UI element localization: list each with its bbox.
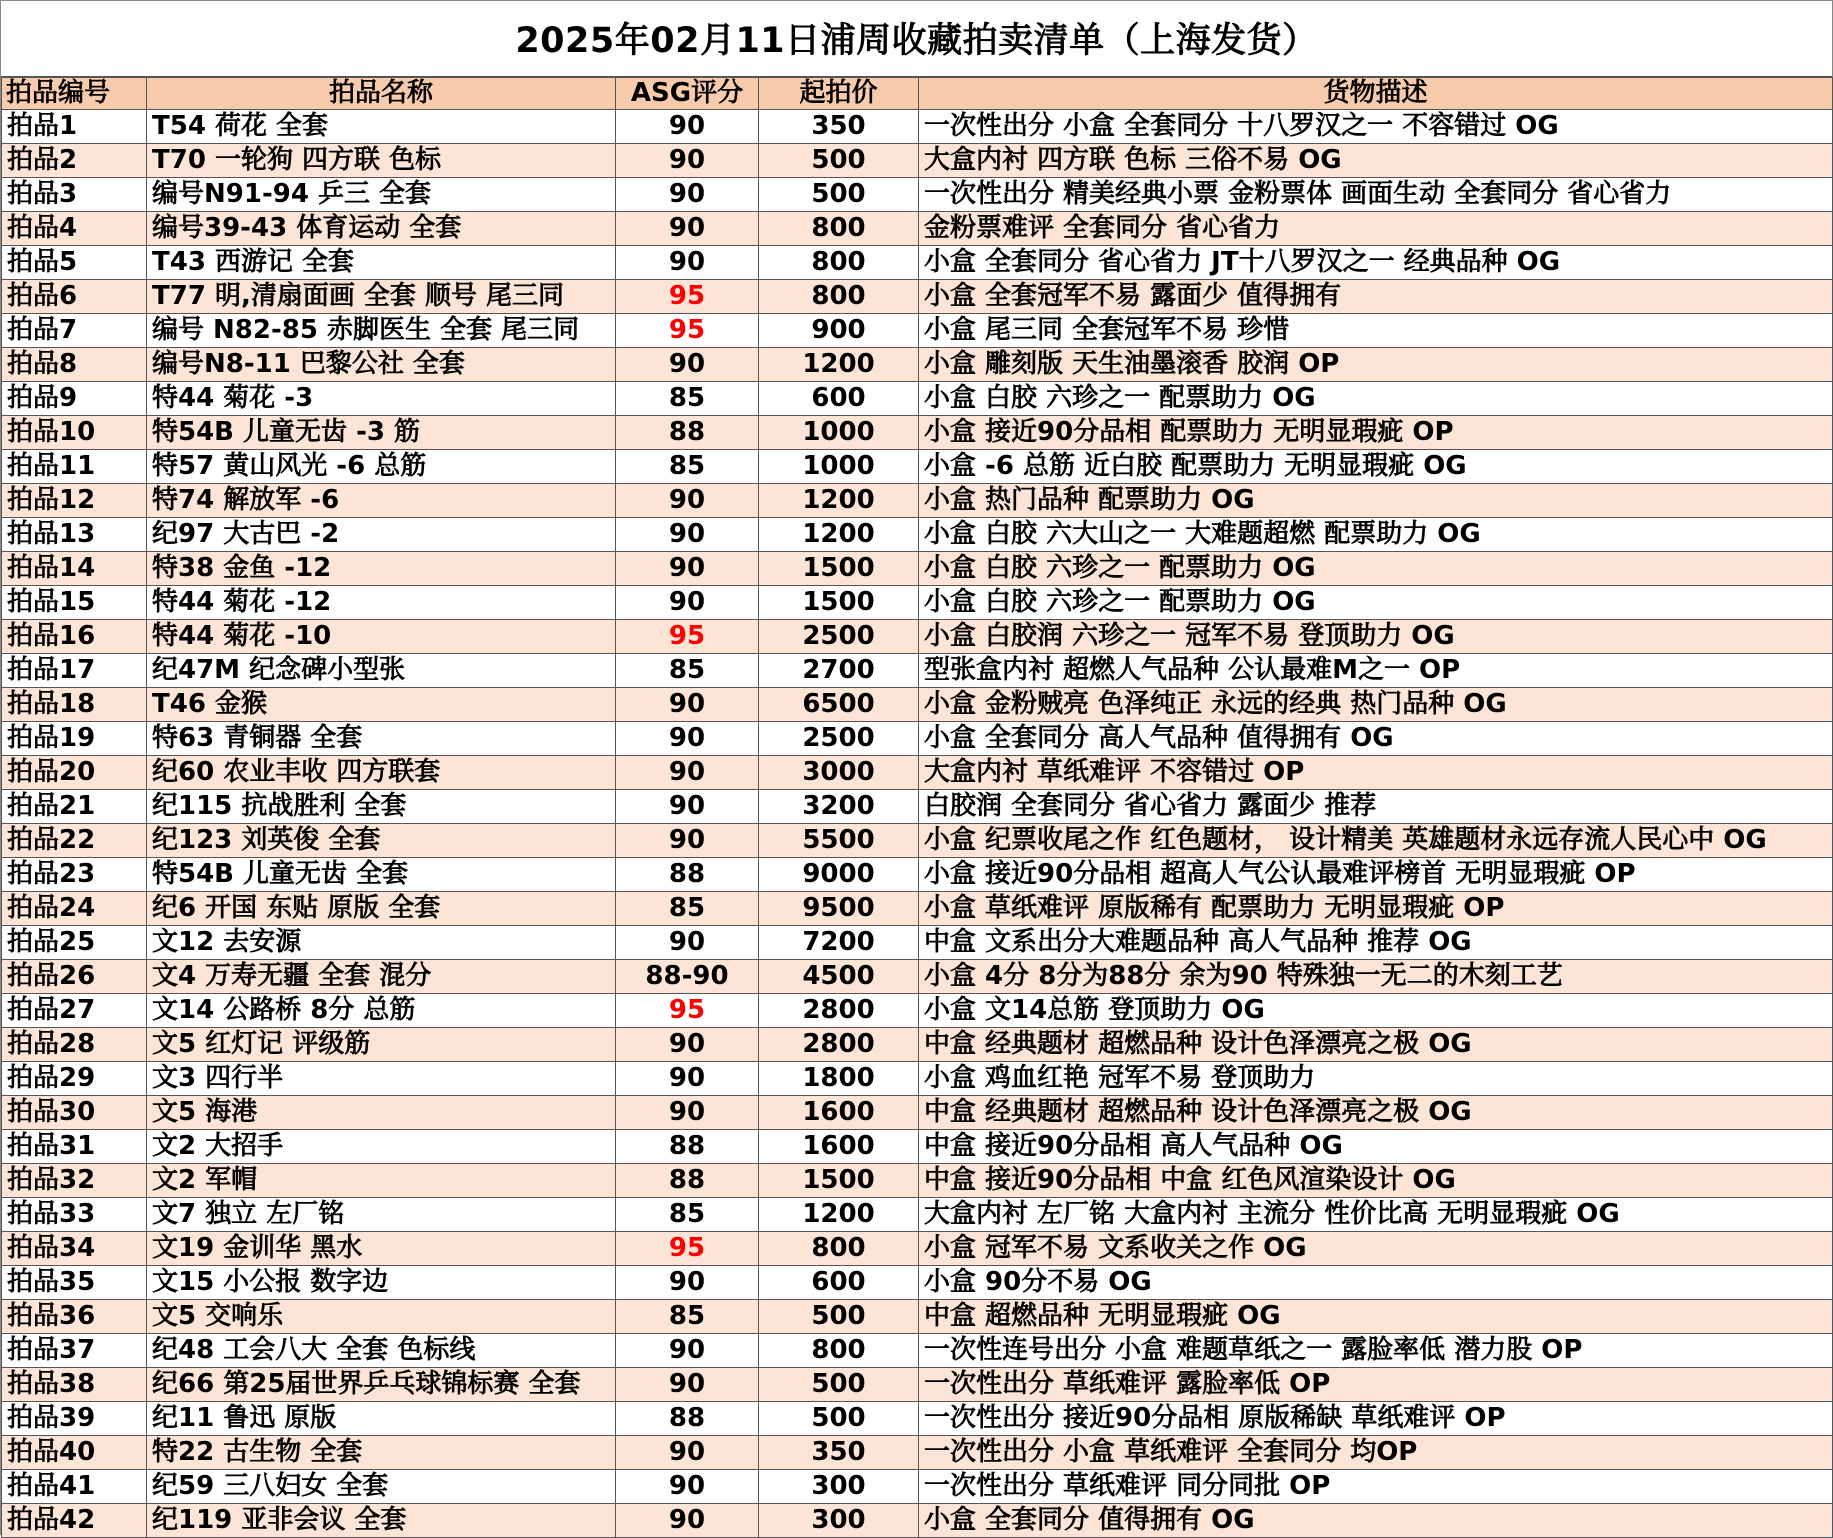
- lot-id-cell: 拍品19: [2, 722, 147, 756]
- description-cell: 小盒 全套同分 省心省力 JT十八罗汉之一 经典品种 OG: [919, 246, 1833, 280]
- asg-score-cell: 90: [616, 144, 759, 178]
- description-cell: 大盒内衬 草纸难评 不容错过 OP: [919, 756, 1833, 790]
- description-cell: 一次性出分 小盒 全套同分 十八罗汉之一 不容错过 OG: [919, 110, 1833, 144]
- start-price-cell: 800: [759, 1334, 919, 1368]
- description-cell: 一次性出分 小盒 草纸难评 全套同分 均OP: [919, 1436, 1833, 1470]
- table-row: [2, 1470, 1833, 1504]
- start-price-cell: 1000: [759, 416, 919, 450]
- table-row: [2, 450, 1833, 484]
- description-cell: 一次性出分 接近90分品相 原版稀缺 草纸难评 OP: [919, 1402, 1833, 1436]
- table-row: [2, 960, 1833, 994]
- table-row: [2, 110, 1833, 144]
- description-cell: 一次性出分 精美经典小票 金粉票体 画面生动 全套同分 省心省力: [919, 178, 1833, 212]
- asg-score-cell: 88: [616, 1164, 759, 1198]
- lot-name-cell: 特54B 儿童无齿 全套: [147, 858, 616, 892]
- table-row: [2, 994, 1833, 1028]
- table-row: [2, 178, 1833, 212]
- start-price-cell: 6500: [759, 688, 919, 722]
- lot-id-cell: 拍品38: [2, 1368, 147, 1402]
- asg-score-cell: 90: [616, 722, 759, 756]
- lot-id-cell: 拍品6: [2, 280, 147, 314]
- table-row: [2, 1130, 1833, 1164]
- lot-name-cell: T70 一轮狗 四方联 色标: [147, 144, 616, 178]
- start-price-cell: 300: [759, 1504, 919, 1538]
- table-row: [2, 1164, 1833, 1198]
- start-price-cell: 800: [759, 246, 919, 280]
- lot-name-cell: 文4 万寿无疆 全套 混分: [147, 960, 616, 994]
- lot-id-cell: 拍品39: [2, 1402, 147, 1436]
- asg-score-cell: 85: [616, 450, 759, 484]
- start-price-cell: 2500: [759, 620, 919, 654]
- table-row: [2, 246, 1833, 280]
- asg-score-cell: 85: [616, 654, 759, 688]
- start-price-cell: 500: [759, 1300, 919, 1334]
- asg-score-cell: 90: [616, 518, 759, 552]
- description-cell: 中盒 接近90分品相 中盒 红色风渲染设计 OG: [919, 1164, 1833, 1198]
- description-cell: 白胶润 全套同分 省心省力 露面少 推荐: [919, 790, 1833, 824]
- start-price-cell: 500: [759, 178, 919, 212]
- lot-name-cell: 纪11 鲁迅 原版: [147, 1402, 616, 1436]
- lot-id-cell: 拍品32: [2, 1164, 147, 1198]
- table-row: [2, 212, 1833, 246]
- lot-name-cell: 纪59 三八妇女 全套: [147, 1470, 616, 1504]
- start-price-cell: 600: [759, 1266, 919, 1300]
- start-price-cell: 3200: [759, 790, 919, 824]
- page-title: 2025年02月11日浦周收藏拍卖清单（上海发货）: [1, 1, 1832, 77]
- asg-score-cell: 90: [616, 1504, 759, 1538]
- lot-name-cell: 特57 黄山风光 -6 总筋: [147, 450, 616, 484]
- asg-score-cell: 90: [616, 1266, 759, 1300]
- lot-name-cell: 纪123 刘英俊 全套: [147, 824, 616, 858]
- asg-score-cell: 95: [616, 620, 759, 654]
- lot-id-cell: 拍品14: [2, 552, 147, 586]
- lot-name-cell: 编号N91-94 乒三 全套: [147, 178, 616, 212]
- lot-name-cell: 特38 金鱼 -12: [147, 552, 616, 586]
- table-row: [2, 1402, 1833, 1436]
- start-price-cell: 1500: [759, 1164, 919, 1198]
- description-cell: 小盒 白胶 六珍之一 配票助力 OG: [919, 382, 1833, 416]
- table-row: [2, 586, 1833, 620]
- start-price-cell: 800: [759, 212, 919, 246]
- description-cell: 中盒 经典题材 超燃品种 设计色泽漂亮之极 OG: [919, 1028, 1833, 1062]
- lot-name-cell: 纪115 抗战胜利 全套: [147, 790, 616, 824]
- asg-score-cell: 90: [616, 926, 759, 960]
- start-price-cell: 1600: [759, 1096, 919, 1130]
- lot-name-cell: 文5 交响乐: [147, 1300, 616, 1334]
- asg-score-cell: 90: [616, 688, 759, 722]
- table-row: [2, 858, 1833, 892]
- lot-name-cell: 特63 青铜器 全套: [147, 722, 616, 756]
- lot-id-cell: 拍品34: [2, 1232, 147, 1266]
- description-cell: 小盒 鸡血红艳 冠军不易 登顶助力: [919, 1062, 1833, 1096]
- column-header-name: 拍品名称: [147, 78, 616, 110]
- table-row: [2, 1334, 1833, 1368]
- auction-table: [1, 77, 1833, 1538]
- asg-score-cell: 90: [616, 1096, 759, 1130]
- lot-id-cell: 拍品36: [2, 1300, 147, 1334]
- lot-name-cell: T43 西游记 全套: [147, 246, 616, 280]
- asg-score-cell: 90: [616, 1062, 759, 1096]
- table-row: [2, 1436, 1833, 1470]
- description-cell: 小盒 全套同分 高人气品种 值得拥有 OG: [919, 722, 1833, 756]
- lot-id-cell: 拍品27: [2, 994, 147, 1028]
- lot-name-cell: 纪60 农业丰收 四方联套: [147, 756, 616, 790]
- lot-id-cell: 拍品5: [2, 246, 147, 280]
- start-price-cell: 1500: [759, 552, 919, 586]
- start-price-cell: 9000: [759, 858, 919, 892]
- table-row: [2, 348, 1833, 382]
- table-row: [2, 1504, 1833, 1538]
- lot-name-cell: T54 荷花 全套: [147, 110, 616, 144]
- description-cell: 小盒 草纸难评 原版稀有 配票助力 无明显瑕疵 OP: [919, 892, 1833, 926]
- lot-id-cell: 拍品10: [2, 416, 147, 450]
- lot-name-cell: 特74 解放军 -6: [147, 484, 616, 518]
- asg-score-cell: 85: [616, 382, 759, 416]
- start-price-cell: 3000: [759, 756, 919, 790]
- start-price-cell: 1000: [759, 450, 919, 484]
- lot-name-cell: 文7 独立 左厂铭: [147, 1198, 616, 1232]
- asg-score-cell: 88-90: [616, 960, 759, 994]
- start-price-cell: 500: [759, 1368, 919, 1402]
- lot-name-cell: 文19 金训华 黑水: [147, 1232, 616, 1266]
- asg-score-cell: 88: [616, 1402, 759, 1436]
- lot-name-cell: 文14 公路桥 8分 总筋: [147, 994, 616, 1028]
- description-cell: 一次性连号出分 小盒 难题草纸之一 露脸率低 潜力股 OP: [919, 1334, 1833, 1368]
- start-price-cell: 600: [759, 382, 919, 416]
- description-cell: 小盒 全套同分 值得拥有 OG: [919, 1504, 1833, 1538]
- asg-score-cell: 90: [616, 552, 759, 586]
- table-row: [2, 314, 1833, 348]
- asg-score-cell: 90: [616, 586, 759, 620]
- table-row: [2, 1368, 1833, 1402]
- table-row: [2, 1198, 1833, 1232]
- lot-name-cell: 纪6 开国 东贴 原版 全套: [147, 892, 616, 926]
- asg-score-cell: 90: [616, 212, 759, 246]
- table-row: [2, 1266, 1833, 1300]
- table-row: [2, 1028, 1833, 1062]
- column-header-description: 货物描述: [919, 78, 1833, 110]
- table-row: [2, 926, 1833, 960]
- lot-id-cell: 拍品22: [2, 824, 147, 858]
- asg-score-cell: 85: [616, 1300, 759, 1334]
- start-price-cell: 1500: [759, 586, 919, 620]
- table-row: [2, 688, 1833, 722]
- start-price-cell: 350: [759, 110, 919, 144]
- start-price-cell: 800: [759, 1232, 919, 1266]
- start-price-cell: 1200: [759, 1198, 919, 1232]
- table-row: [2, 382, 1833, 416]
- lot-name-cell: 纪47M 纪念碑小型张: [147, 654, 616, 688]
- lot-id-cell: 拍品25: [2, 926, 147, 960]
- lot-name-cell: 文5 海港: [147, 1096, 616, 1130]
- start-price-cell: 2800: [759, 1028, 919, 1062]
- table-row: [2, 144, 1833, 178]
- start-price-cell: 5500: [759, 824, 919, 858]
- description-cell: 中盒 经典题材 超燃品种 设计色泽漂亮之极 OG: [919, 1096, 1833, 1130]
- lot-name-cell: 特44 菊花 -12: [147, 586, 616, 620]
- lot-name-cell: 纪66 第25届世界乒乓球锦标赛 全套: [147, 1368, 616, 1402]
- start-price-cell: 9500: [759, 892, 919, 926]
- start-price-cell: 300: [759, 1470, 919, 1504]
- table-row: [2, 518, 1833, 552]
- asg-score-cell: 85: [616, 892, 759, 926]
- table-row: [2, 1062, 1833, 1096]
- lot-name-cell: 文2 军帽: [147, 1164, 616, 1198]
- lot-id-cell: 拍品15: [2, 586, 147, 620]
- description-cell: 小盒 雕刻版 天生油墨滚香 胶润 OP: [919, 348, 1833, 382]
- description-cell: 小盒 90分不易 OG: [919, 1266, 1833, 1300]
- lot-id-cell: 拍品16: [2, 620, 147, 654]
- lot-name-cell: 编号39-43 体育运动 全套: [147, 212, 616, 246]
- description-cell: 小盒 金粉贼亮 色泽纯正 永远的经典 热门品种 OG: [919, 688, 1833, 722]
- lot-name-cell: 特44 菊花 -10: [147, 620, 616, 654]
- lot-id-cell: 拍品12: [2, 484, 147, 518]
- lot-id-cell: 拍品18: [2, 688, 147, 722]
- lot-id-cell: 拍品1: [2, 110, 147, 144]
- description-cell: 型张盒内衬 超燃人气品种 公认最难M之一 OP: [919, 654, 1833, 688]
- description-cell: 小盒 全套冠军不易 露面少 值得拥有: [919, 280, 1833, 314]
- asg-score-cell: 95: [616, 314, 759, 348]
- lot-name-cell: 文5 红灯记 评级筋: [147, 1028, 616, 1062]
- lot-id-cell: 拍品7: [2, 314, 147, 348]
- start-price-cell: 1800: [759, 1062, 919, 1096]
- asg-score-cell: 90: [616, 1368, 759, 1402]
- asg-score-cell: 95: [616, 280, 759, 314]
- description-cell: 小盒 白胶润 六珍之一 冠军不易 登顶助力 OG: [919, 620, 1833, 654]
- column-header-id: 拍品编号: [2, 78, 147, 110]
- start-price-cell: 350: [759, 1436, 919, 1470]
- description-cell: 大盒内衬 四方联 色标 三俗不易 OG: [919, 144, 1833, 178]
- lot-id-cell: 拍品13: [2, 518, 147, 552]
- description-cell: 小盒 -6 总筋 近白胶 配票助力 无明显瑕疵 OG: [919, 450, 1833, 484]
- description-cell: 小盒 接近90分品相 配票助力 无明显瑕疵 OP: [919, 416, 1833, 450]
- start-price-cell: 800: [759, 280, 919, 314]
- description-cell: 一次性出分 草纸难评 露脸率低 OP: [919, 1368, 1833, 1402]
- table-row: [2, 824, 1833, 858]
- lot-id-cell: 拍品21: [2, 790, 147, 824]
- description-cell: 小盒 白胶 六珍之一 配票助力 OG: [919, 586, 1833, 620]
- lot-name-cell: 文15 小公报 数字边: [147, 1266, 616, 1300]
- lot-name-cell: 编号N8-11 巴黎公社 全套: [147, 348, 616, 382]
- asg-score-cell: 88: [616, 858, 759, 892]
- lot-id-cell: 拍品20: [2, 756, 147, 790]
- table-row: [2, 654, 1833, 688]
- lot-id-cell: 拍品29: [2, 1062, 147, 1096]
- description-cell: 中盒 接近90分品相 高人气品种 OG: [919, 1130, 1833, 1164]
- table-row: [2, 1300, 1833, 1334]
- asg-score-cell: 88: [616, 1130, 759, 1164]
- asg-score-cell: 90: [616, 246, 759, 280]
- asg-score-cell: 90: [616, 790, 759, 824]
- start-price-cell: 1200: [759, 484, 919, 518]
- asg-score-cell: 85: [616, 1198, 759, 1232]
- asg-score-cell: 90: [616, 178, 759, 212]
- asg-score-cell: 90: [616, 1028, 759, 1062]
- lot-name-cell: T46 金猴: [147, 688, 616, 722]
- column-header-price: 起拍价: [759, 78, 919, 110]
- lot-name-cell: 特22 古生物 全套: [147, 1436, 616, 1470]
- lot-id-cell: 拍品3: [2, 178, 147, 212]
- lot-id-cell: 拍品17: [2, 654, 147, 688]
- lot-name-cell: 纪48 工会八大 全套 色标线: [147, 1334, 616, 1368]
- description-cell: 小盒 接近90分品相 超高人气公认最难评榜首 无明显瑕疵 OP: [919, 858, 1833, 892]
- start-price-cell: 500: [759, 144, 919, 178]
- description-cell: 中盒 文系出分大难题品种 高人气品种 推荐 OG: [919, 926, 1833, 960]
- description-cell: 中盒 超燃品种 无明显瑕疵 OG: [919, 1300, 1833, 1334]
- header-row: [2, 78, 1833, 110]
- description-cell: 小盒 白胶 六珍之一 配票助力 OG: [919, 552, 1833, 586]
- description-cell: 金粉票难评 全套同分 省心省力: [919, 212, 1833, 246]
- lot-name-cell: 文3 四行半: [147, 1062, 616, 1096]
- lot-id-cell: 拍品26: [2, 960, 147, 994]
- description-cell: 一次性出分 草纸难评 同分同批 OP: [919, 1470, 1833, 1504]
- table-row: [2, 1096, 1833, 1130]
- asg-score-cell: 95: [616, 994, 759, 1028]
- lot-id-cell: 拍品8: [2, 348, 147, 382]
- start-price-cell: 7200: [759, 926, 919, 960]
- asg-score-cell: 88: [616, 416, 759, 450]
- description-cell: 小盒 文14总筋 登顶助力 OG: [919, 994, 1833, 1028]
- asg-score-cell: 90: [616, 824, 759, 858]
- asg-score-cell: 90: [616, 110, 759, 144]
- description-cell: 小盒 纪票收尾之作 红色题材， 设计精美 英雄题材永远存流人民心中 OG: [919, 824, 1833, 858]
- asg-score-cell: 90: [616, 1334, 759, 1368]
- lot-id-cell: 拍品35: [2, 1266, 147, 1300]
- asg-score-cell: 90: [616, 348, 759, 382]
- table-row: [2, 790, 1833, 824]
- lot-name-cell: 文12 去安源: [147, 926, 616, 960]
- lot-name-cell: 特54B 儿童无齿 -3 筋: [147, 416, 616, 450]
- table-row: [2, 280, 1833, 314]
- asg-score-cell: 90: [616, 756, 759, 790]
- asg-score-cell: 90: [616, 484, 759, 518]
- lot-id-cell: 拍品4: [2, 212, 147, 246]
- lot-id-cell: 拍品42: [2, 1504, 147, 1538]
- start-price-cell: 500: [759, 1402, 919, 1436]
- lot-name-cell: 编号 N82-85 赤脚医生 全套 尾三同: [147, 314, 616, 348]
- lot-id-cell: 拍品23: [2, 858, 147, 892]
- lot-name-cell: 特44 菊花 -3: [147, 382, 616, 416]
- asg-score-cell: 90: [616, 1436, 759, 1470]
- lot-id-cell: 拍品28: [2, 1028, 147, 1062]
- lot-name-cell: 文2 大招手: [147, 1130, 616, 1164]
- description-cell: 小盒 冠军不易 文系收关之作 OG: [919, 1232, 1833, 1266]
- asg-score-cell: 90: [616, 1470, 759, 1504]
- table-row: [2, 722, 1833, 756]
- table-row: [2, 620, 1833, 654]
- lot-id-cell: 拍品33: [2, 1198, 147, 1232]
- table-row: [2, 484, 1833, 518]
- start-price-cell: 2800: [759, 994, 919, 1028]
- start-price-cell: 1200: [759, 348, 919, 382]
- table-row: [2, 892, 1833, 926]
- description-cell: 小盒 热门品种 配票助力 OG: [919, 484, 1833, 518]
- column-header-score: ASG评分: [616, 78, 759, 110]
- lot-name-cell: 纪119 亚非会议 全套: [147, 1504, 616, 1538]
- lot-id-cell: 拍品2: [2, 144, 147, 178]
- start-price-cell: 2700: [759, 654, 919, 688]
- table-row: [2, 416, 1833, 450]
- description-cell: 小盒 尾三同 全套冠军不易 珍惜: [919, 314, 1833, 348]
- lot-name-cell: 纪97 大古巴 -2: [147, 518, 616, 552]
- lot-id-cell: 拍品30: [2, 1096, 147, 1130]
- lot-name-cell: T77 明,清扇面画 全套 顺号 尾三同: [147, 280, 616, 314]
- table-row: [2, 1232, 1833, 1266]
- lot-id-cell: 拍品41: [2, 1470, 147, 1504]
- start-price-cell: 4500: [759, 960, 919, 994]
- table-row: [2, 552, 1833, 586]
- start-price-cell: 900: [759, 314, 919, 348]
- description-cell: 小盒 4分 8分为88分 余为90 特殊独一无二的木刻工艺: [919, 960, 1833, 994]
- table-row: [2, 756, 1833, 790]
- start-price-cell: 2500: [759, 722, 919, 756]
- lot-id-cell: 拍品24: [2, 892, 147, 926]
- lot-id-cell: 拍品40: [2, 1436, 147, 1470]
- start-price-cell: 1600: [759, 1130, 919, 1164]
- lot-id-cell: 拍品37: [2, 1334, 147, 1368]
- lot-id-cell: 拍品11: [2, 450, 147, 484]
- description-cell: 大盒内衬 左厂铭 大盒内衬 主流分 性价比高 无明显瑕疵 OG: [919, 1198, 1833, 1232]
- lot-id-cell: 拍品31: [2, 1130, 147, 1164]
- start-price-cell: 1200: [759, 518, 919, 552]
- description-cell: 小盒 白胶 六大山之一 大难题超燃 配票助力 OG: [919, 518, 1833, 552]
- table-body: [2, 110, 1833, 1538]
- asg-score-cell: 95: [616, 1232, 759, 1266]
- lot-id-cell: 拍品9: [2, 382, 147, 416]
